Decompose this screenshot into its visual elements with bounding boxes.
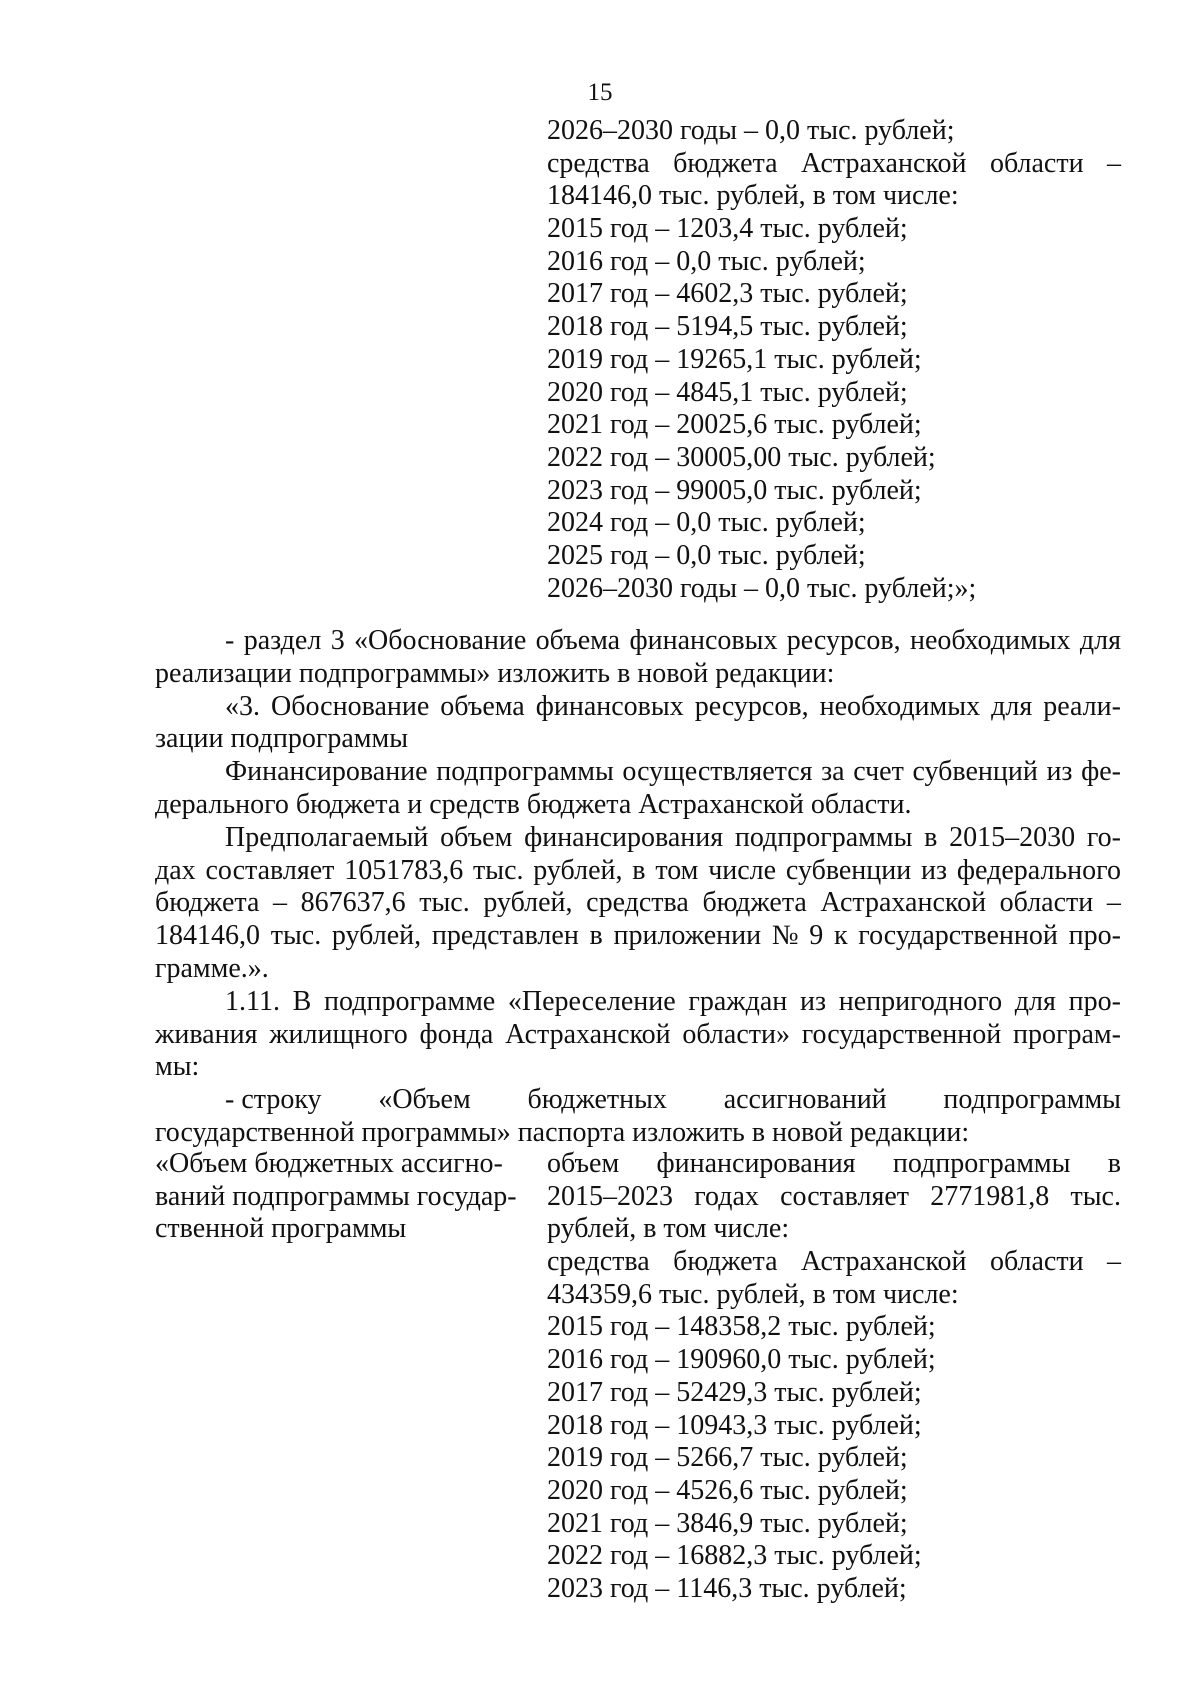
word: непригодного [838, 985, 1003, 1017]
word: области» [682, 1018, 790, 1050]
word: финансирования [524, 821, 724, 853]
paragraph-line: грамме.». [155, 952, 269, 984]
word: бюджета [673, 147, 778, 179]
word: Астраханской [800, 147, 967, 179]
justified-line [547, 148, 1121, 181]
paragraph-line [155, 986, 1121, 1019]
word: го- [1086, 821, 1121, 853]
word: «3. [225, 690, 260, 722]
year-line: 2020 год – 4526,6 тыс. рублей; [547, 1474, 908, 1506]
word: том [655, 854, 699, 886]
word: тыс. [473, 854, 524, 886]
word: бюджета [673, 1246, 778, 1278]
word: области [989, 1246, 1084, 1278]
year-line: 2025 год – 0,0 тыс. рублей; [547, 539, 866, 571]
justified-line [547, 1181, 1121, 1214]
year-line: 2019 год – 19265,1 тыс. рублей; [547, 343, 922, 375]
word: счет [853, 756, 904, 788]
text-line: 434359,6 тыс. рублей, в том числе: [547, 1278, 959, 1310]
word: бюджета [702, 887, 807, 919]
paragraph-line [155, 1019, 1121, 1052]
word: составляет [205, 854, 335, 886]
word: тыс. [270, 920, 322, 952]
word: финансовых [629, 625, 778, 656]
paragraph-line: мы: [155, 1051, 200, 1083]
word: реали- [1043, 690, 1121, 722]
word: «Обоснование [354, 625, 527, 656]
word: № [771, 920, 799, 952]
word: к [833, 920, 848, 952]
table-left-line: ваний подпрограммы государ- [155, 1180, 517, 1212]
body-text [155, 625, 1121, 1150]
paragraph-line [155, 887, 1121, 920]
word: из [921, 854, 948, 886]
year-line: 2015 год – 1203,4 тыс. рублей; [547, 213, 908, 245]
word: 184146,0 [155, 920, 260, 952]
word: - [225, 625, 235, 656]
year-line: 2017 год – 4602,3 тыс. рублей; [547, 278, 908, 310]
year-line: 2023 год – 1146,3 тыс. рублей; [547, 1572, 907, 1604]
page-number: 15 [587, 79, 613, 106]
heading-line [155, 691, 1121, 724]
word: – [1106, 887, 1121, 919]
word: – [1106, 147, 1121, 179]
paragraph-line [155, 756, 1121, 789]
word: подпрограммы [436, 756, 614, 788]
word: «Переселение [507, 985, 676, 1017]
word: финансовых [535, 690, 684, 722]
word: В [292, 985, 312, 1017]
word: представлен [431, 920, 579, 952]
word: необходимых [819, 690, 981, 722]
text-line: 184146,0 тыс. рублей, в том числе: [547, 180, 959, 212]
year-line: 2018 год – 10943,3 тыс. рублей; [547, 1409, 922, 1441]
word: финансирования [656, 1148, 856, 1179]
word: из [1046, 756, 1073, 788]
justified-line [547, 1148, 1121, 1181]
word: - строку [225, 1084, 322, 1116]
word: области [989, 147, 1084, 179]
word: в [632, 854, 646, 886]
text-line: рублей, в том числе: [547, 1213, 790, 1245]
word: для [1079, 625, 1121, 656]
year-line: 2026–2030 годы – 0,0 тыс. рублей;»; [547, 572, 977, 604]
word: субвенций [912, 756, 1038, 788]
year-line: 2024 год – 0,0 тыс. рублей; [547, 507, 866, 539]
word: Предполагаемый [225, 821, 429, 853]
paragraph-line [155, 822, 1121, 855]
paragraph-line: дерального бюджета и средств бюджета Астраханской области. [155, 788, 912, 820]
year-line: 2022 год – 30005,00 тыс. рублей; [547, 441, 936, 473]
word: рублей, [533, 854, 623, 886]
year-line: 2018 год – 5194,5 тыс. рублей; [547, 311, 908, 343]
word: объема [440, 690, 525, 722]
word: средства [547, 147, 650, 179]
word: Финансирование [225, 756, 428, 788]
word: граждан [688, 985, 788, 1017]
word: – [1106, 1246, 1121, 1278]
word: 1.11. [225, 985, 280, 1017]
word: средства [586, 887, 689, 919]
year-line: 2019 год – 5266,7 тыс. рублей; [547, 1442, 908, 1474]
word: ресурсов, [786, 625, 901, 656]
word: средства [547, 1246, 650, 1278]
word: тыс. [419, 887, 470, 919]
word: приложении [613, 920, 762, 952]
word: про- [1068, 985, 1121, 1017]
word: в [924, 821, 938, 853]
word: государственной [858, 920, 1058, 952]
paragraph-line [155, 625, 1121, 658]
word: объема [535, 625, 621, 656]
word: в [589, 920, 603, 952]
year-line: 2022 год – 16882,3 тыс. рублей; [547, 1540, 922, 1572]
paragraph-line: реализации подпрограммы» изложить в новой редакции: [155, 657, 835, 689]
word: 3 [330, 625, 345, 656]
word: подпрограммы [734, 821, 913, 853]
word: фонда [419, 1018, 494, 1050]
word: за [821, 756, 845, 788]
word: объем [547, 1148, 620, 1179]
table-left-line: «Объем бюджетных ассигно- [155, 1148, 503, 1179]
word: 2015–2030 [949, 821, 1076, 853]
year-line: 2015 год – 148358,2 тыс. рублей; [547, 1311, 936, 1343]
word: необходимых [910, 625, 1071, 656]
word: жилищного [269, 1018, 408, 1050]
word: фе- [1081, 756, 1121, 788]
word: рублей, [483, 887, 573, 919]
word: осуществляется [622, 756, 813, 788]
text-line: 2026–2030 годы – 0,0 тыс. рублей; [547, 115, 955, 146]
table-left-line: ственной программы [155, 1213, 407, 1245]
word: Обоснование [271, 690, 430, 722]
word: «Объем [378, 1084, 471, 1116]
word: про- [1068, 920, 1121, 952]
heading-line: зации подпрограммы [155, 723, 409, 755]
word: 867637,6 [300, 887, 406, 919]
paragraph-line [155, 1084, 1121, 1117]
year-line: 2017 год – 52429,3 тыс. рублей; [547, 1376, 922, 1408]
word: ресурсов, [694, 690, 809, 722]
year-line: 2021 год – 20025,6 тыс. рублей; [547, 409, 922, 441]
paragraph-line [155, 920, 1121, 953]
paragraph-line: государственной программы» паспорта изложить в новой редакции: [155, 1116, 970, 1148]
year-line: 2016 год – 190960,0 тыс. рублей; [547, 1344, 936, 1376]
word: из [799, 985, 827, 1017]
word: составляет [780, 1180, 910, 1212]
word: програм- [1012, 1018, 1121, 1050]
table-right-cell [547, 1148, 1121, 1606]
word: бюджетных [527, 1084, 667, 1116]
word: 2015–2023 [547, 1180, 673, 1212]
word: 9 [809, 920, 824, 952]
word: области [999, 887, 1094, 919]
word: 2771981,8 [930, 1180, 1050, 1212]
year-line: 2020 год – 4845,1 тыс. рублей; [547, 376, 908, 408]
word: живания [155, 1018, 258, 1050]
top-financing-block [547, 115, 1121, 605]
justified-line [547, 1246, 1121, 1279]
year-line: 2021 год – 3846,9 тыс. рублей; [547, 1507, 908, 1539]
word: тыс. [1070, 1180, 1121, 1212]
year-line: 2016 год – 0,0 тыс. рублей; [547, 245, 866, 277]
word: бюджета [155, 887, 260, 919]
word: объем [440, 821, 513, 853]
word: ассигнований [723, 1084, 887, 1116]
word: Астраханской [800, 1246, 967, 1278]
word: подпрограммы [943, 1084, 1121, 1116]
word: Астраханской [505, 1018, 671, 1050]
word: подпрограмме [324, 985, 496, 1017]
word: в [1107, 1148, 1121, 1179]
paragraph-line [155, 855, 1121, 888]
word: федерального [956, 854, 1121, 886]
word: Астраханской [820, 887, 987, 919]
word: 1051783,6 [344, 854, 464, 886]
word: числе [708, 854, 777, 886]
word: субвенции [785, 854, 912, 886]
word: для [1014, 985, 1056, 1017]
word: годах [694, 1180, 759, 1212]
word: подпрограммы [892, 1148, 1071, 1179]
word: дах [155, 854, 196, 886]
word: государственной [801, 1018, 1002, 1050]
table-left-cell [155, 1148, 535, 1246]
word: – [273, 887, 288, 919]
word: раздел [243, 625, 322, 656]
word: рублей, [331, 920, 422, 952]
year-line: 2023 год – 99005,0 тыс. рублей; [547, 474, 922, 506]
word: для [991, 690, 1033, 722]
